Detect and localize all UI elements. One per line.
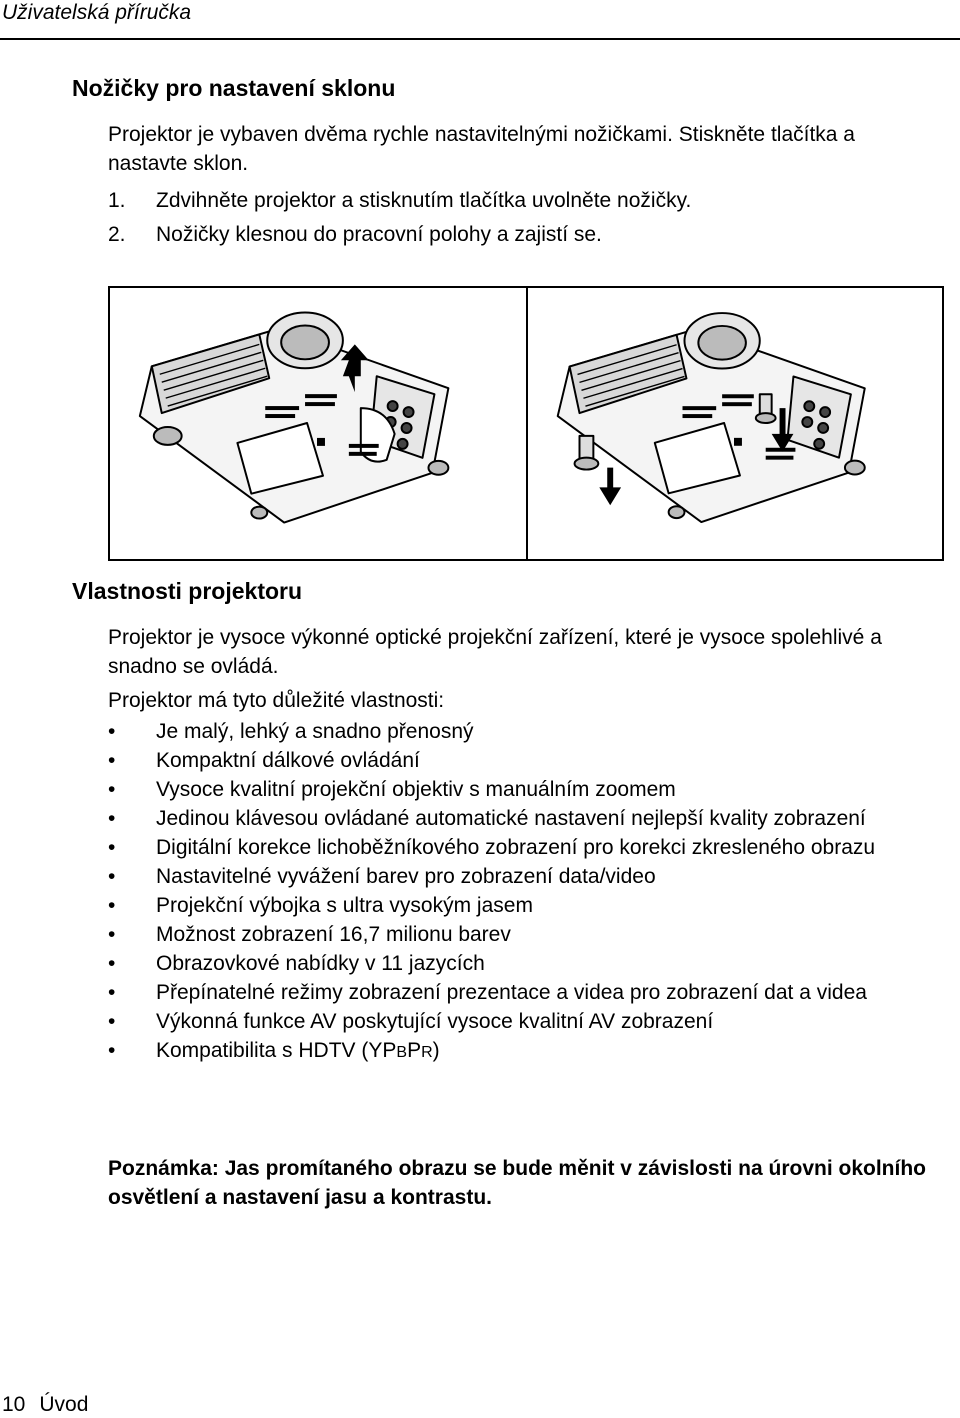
section-heading-tilt-feet: Nožičky pro nastavení sklonu — [72, 75, 396, 101]
feature-item — [108, 978, 908, 1007]
feature-item — [108, 804, 908, 833]
step-text: Zdvihněte projektor a stisknutím tlačítka uvolněte nožičky. — [156, 189, 692, 212]
feature-item-hdtv — [108, 1036, 908, 1067]
steps-list — [108, 184, 691, 252]
feature-item — [108, 775, 908, 804]
hdtv-prefix: Kompatibilita s HDTV (YP — [156, 1039, 397, 1062]
bullet-icon: • — [108, 894, 116, 917]
bullet-icon: • — [108, 720, 116, 743]
bullet-icon: • — [108, 807, 116, 830]
feature-item — [108, 833, 908, 862]
bullet-icon: • — [108, 1010, 116, 1033]
feature-item — [108, 862, 908, 891]
feature-text: Výkonná funkce AV poskytující vysoce kvalitní AV zobrazení — [156, 1010, 714, 1033]
feature-text: Kompaktní dálkové ovládání — [156, 749, 420, 772]
bullet-icon: • — [108, 981, 116, 1004]
feature-text: Vysoce kvalitní projekční objektiv s manuálním zoomem — [156, 778, 676, 801]
features-lead: Projektor má tyto důležité vlastnosti: — [108, 689, 445, 712]
bullet-icon: • — [108, 865, 116, 888]
bullet-icon: • — [108, 749, 116, 772]
feature-text: Jedinou klávesou ovládané automatické nastavení nejlepší kvality zobrazení — [156, 807, 866, 830]
feature-item — [108, 746, 908, 775]
hdtv-subscript-b: B — [396, 1044, 408, 1061]
features-intro: Projektor je vysoce výkonné optické projekční zařízení, které je vysoce spolehlivé a snadno se ovládá. — [108, 626, 882, 678]
feature-text: Možnost zobrazení 16,7 milionu barev — [156, 923, 511, 946]
section-heading-features: Vlastnosti projektoru — [72, 578, 303, 604]
projector-release-illustration — [110, 288, 526, 559]
bullet-icon: • — [108, 923, 116, 946]
page-footer — [2, 1392, 88, 1418]
feature-item — [108, 920, 908, 949]
feature-text: Nastavitelné vyvážení barev pro zobrazení data/video — [156, 865, 656, 888]
features-list — [108, 717, 908, 1067]
step-item — [108, 184, 691, 218]
step-text: Nožičky klesnou do pracovní polohy a zajistí se. — [156, 223, 602, 246]
footer-section: Úvod — [39, 1393, 89, 1416]
hdtv-subscript-r: R — [421, 1044, 433, 1061]
feature-item — [108, 949, 908, 978]
step-number: 2. — [108, 223, 126, 246]
hdtv-p: P — [407, 1039, 422, 1062]
header-title: Uživatelská příručka — [2, 1, 192, 24]
feature-text: Je malý, lehký a snadno přenosný — [156, 720, 474, 743]
feature-item — [108, 1007, 908, 1036]
brightness-note: Poznámka: Jas promítaného obrazu se bude měnit v závislosti na úrovni okolního osvětlení a nastavení jasu a kontrastu. — [108, 1157, 926, 1209]
feature-item — [108, 891, 908, 920]
hdtv-suffix: ) — [432, 1039, 440, 1062]
figure-panel-lowered — [526, 288, 942, 559]
projector-lowered-illustration — [528, 288, 942, 559]
tilt-feet-figure — [108, 286, 944, 561]
feature-text: Digitální korekce lichoběžníkového zobrazení pro korekci zkresleného obrazu — [156, 836, 876, 859]
feature-item — [108, 717, 908, 746]
figure-panel-release — [110, 288, 526, 559]
header-rule — [0, 38, 960, 40]
bullet-icon: • — [108, 778, 116, 801]
bullet-icon: • — [108, 836, 116, 859]
step-item — [108, 218, 691, 252]
tilt-intro: Projektor je vybaven dvěma rychle nastavitelnými nožičkami. Stiskněte tlačítka a nastavte sklon. — [108, 123, 855, 175]
feature-text: Přepínatelné režimy zobrazení prezentace a videa pro zobrazení dat a videa — [156, 981, 867, 1004]
bullet-icon: • — [108, 1039, 116, 1062]
step-number: 1. — [108, 189, 126, 212]
page-number: 10 — [2, 1393, 26, 1416]
bullet-icon: • — [108, 952, 116, 975]
feature-text: Projekční výbojka s ultra vysokým jasem — [156, 894, 533, 917]
feature-text: Obrazovkové nabídky v 11 jazycích — [156, 952, 485, 975]
